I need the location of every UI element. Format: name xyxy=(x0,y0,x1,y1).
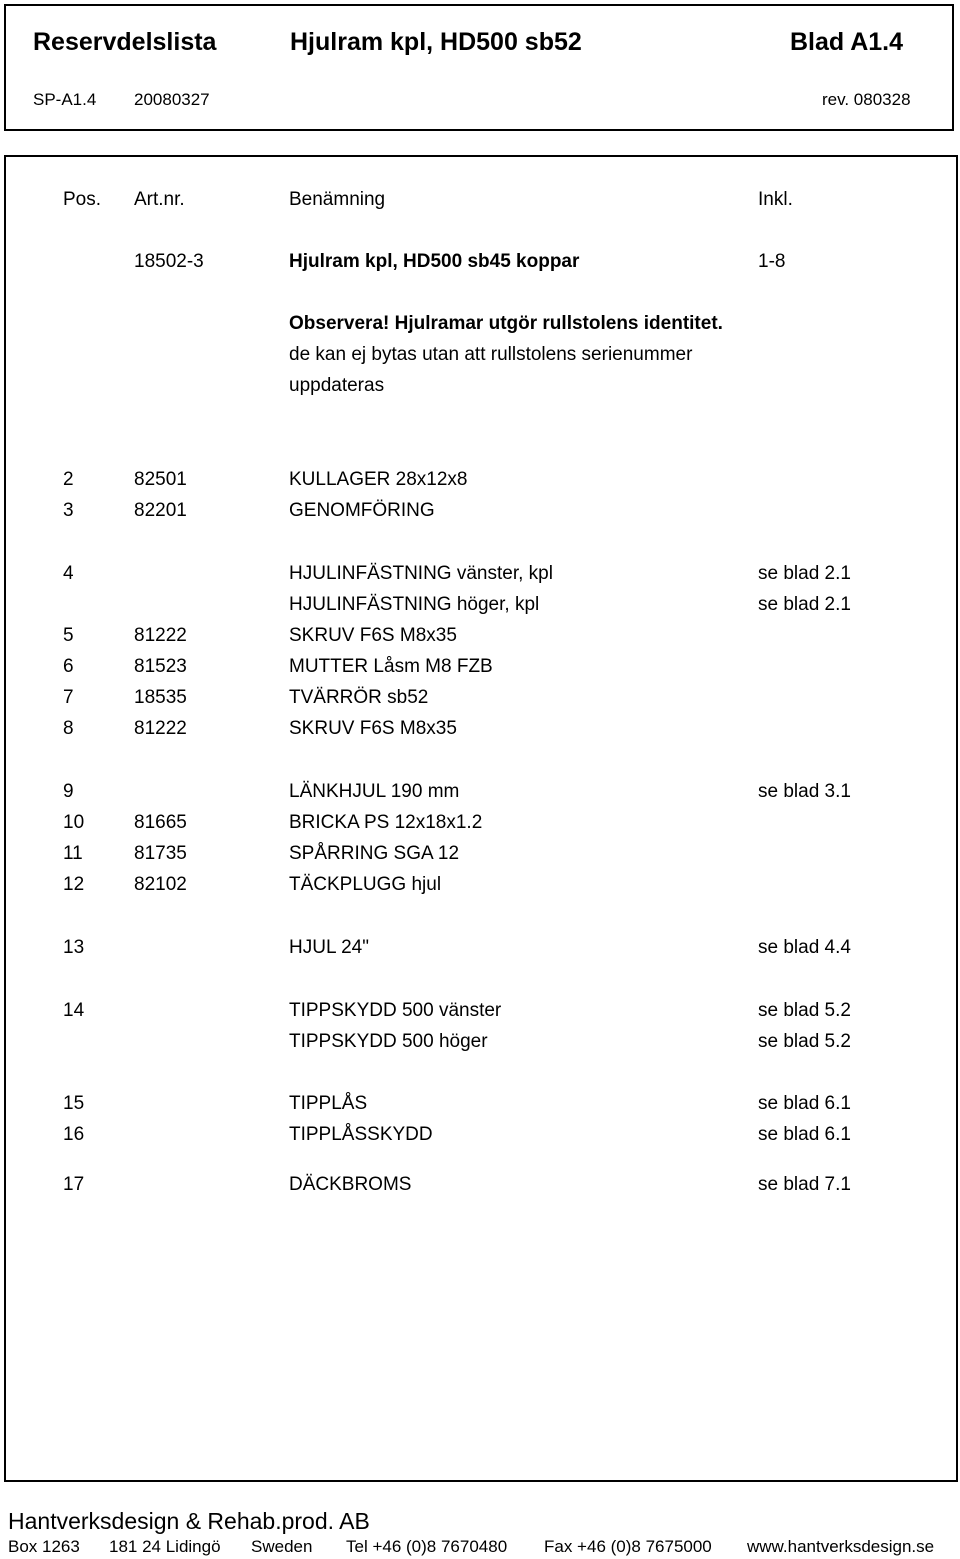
row-pos: 6 xyxy=(63,656,74,677)
row-artnr: 81523 xyxy=(134,656,187,677)
row-pos: 9 xyxy=(63,781,74,802)
row-ref: se blad 3.1 xyxy=(758,781,851,802)
row-ref: se blad 7.1 xyxy=(758,1174,851,1195)
row-pos: 3 xyxy=(63,500,74,521)
note-line: uppdateras xyxy=(289,375,385,396)
row-name: SKRUV F6S M8x35 xyxy=(289,625,457,646)
row-name: SPÅRRING SGA 12 xyxy=(289,843,460,864)
note-line: de kan ej bytas utan att rullstolens serienummer xyxy=(289,344,693,365)
row-ref: se blad 4.4 xyxy=(758,937,851,958)
row-name: MUTTER Låsm M8 FZB xyxy=(289,656,493,677)
row-artnr: 81735 xyxy=(134,843,187,864)
row-ref: se blad 5.2 xyxy=(758,1031,851,1052)
row-pos: 15 xyxy=(63,1093,85,1114)
document-title: Reservdelslista xyxy=(33,28,217,56)
row-ref: se blad 2.1 xyxy=(758,563,851,584)
footer-country: Sweden xyxy=(251,1537,313,1556)
row-name: TIPPLÅS xyxy=(289,1093,368,1114)
row-artnr: 81665 xyxy=(134,812,187,833)
row-pos: 8 xyxy=(63,718,74,739)
row-name: BRICKA PS 12x18x1.2 xyxy=(289,812,483,833)
row-name: DÄCKBROMS xyxy=(289,1174,412,1195)
column-header-name: Benämning xyxy=(289,189,386,210)
row-name: SKRUV F6S M8x35 xyxy=(289,718,457,739)
product-name: Hjulram kpl, HD500 sb52 xyxy=(290,28,582,56)
assembly-incl: 1-8 xyxy=(758,251,786,272)
row-pos: 17 xyxy=(63,1174,85,1195)
row-pos: 16 xyxy=(63,1124,85,1145)
row-pos: 7 xyxy=(63,687,74,708)
row-name: LÄNKHJUL 190 mm xyxy=(289,781,460,802)
document-date: 20080327 xyxy=(134,90,210,109)
footer-city: 181 24 Lidingö xyxy=(109,1537,221,1556)
row-name: GENOMFÖRING xyxy=(289,500,435,521)
revision-label: rev. 080328 xyxy=(822,90,911,109)
row-artnr: 82501 xyxy=(134,469,187,490)
row-ref: se blad 5.2 xyxy=(758,1000,851,1021)
column-header-artnr: Art.nr. xyxy=(134,189,185,210)
column-header-pos: Pos. xyxy=(63,189,102,210)
row-name: TIPPLÅSSKYDD xyxy=(289,1124,433,1145)
row-artnr: 81222 xyxy=(134,625,187,646)
row-pos: 10 xyxy=(63,812,85,833)
row-name: TVÄRRÖR sb52 xyxy=(289,687,429,708)
footer-phone: Tel +46 (0)8 7670480 xyxy=(346,1537,508,1556)
row-ref: se blad 2.1 xyxy=(758,594,851,615)
sheet-number: Blad A1.4 xyxy=(790,28,904,56)
row-artnr: 82102 xyxy=(134,874,187,895)
row-pos: 13 xyxy=(63,937,85,958)
note-line: Observera! Hjulramar utgör rullstolens identitet. xyxy=(289,313,723,334)
row-pos: 2 xyxy=(63,469,74,490)
row-name: HJULINFÄSTNING vänster, kpl xyxy=(289,563,553,584)
row-name: KULLAGER 28x12x8 xyxy=(289,469,468,490)
row-name: HJUL 24" xyxy=(289,937,369,958)
footer-company: Hantverksdesign & Rehab.prod. AB xyxy=(8,1508,370,1534)
header-box xyxy=(4,4,954,131)
row-artnr: 18535 xyxy=(134,687,187,708)
document-id: SP-A1.4 xyxy=(33,90,97,109)
footer-fax: Fax +46 (0)8 7675000 xyxy=(544,1537,712,1556)
row-ref: se blad 6.1 xyxy=(758,1093,851,1114)
footer-website: www.hantverksdesign.se xyxy=(747,1537,935,1556)
row-pos: 11 xyxy=(63,843,83,864)
row-name: TIPPSKYDD 500 höger xyxy=(289,1031,488,1052)
row-name: TÄCKPLUGG hjul xyxy=(289,874,442,895)
row-pos: 12 xyxy=(63,874,85,895)
column-header-incl: Inkl. xyxy=(758,189,793,210)
row-artnr: 82201 xyxy=(134,500,187,521)
assembly-artnr: 18502-3 xyxy=(134,251,204,272)
assembly-name: Hjulram kpl, HD500 sb45 koppar xyxy=(289,251,580,272)
row-pos: 14 xyxy=(63,1000,85,1021)
row-pos: 4 xyxy=(63,563,74,584)
row-artnr: 81222 xyxy=(134,718,187,739)
row-name: TIPPSKYDD 500 vänster xyxy=(289,1000,502,1021)
row-pos: 5 xyxy=(63,625,74,646)
footer-box: Box 1263 xyxy=(8,1537,80,1556)
row-name: HJULINFÄSTNING höger, kpl xyxy=(289,594,540,615)
row-ref: se blad 6.1 xyxy=(758,1124,851,1145)
